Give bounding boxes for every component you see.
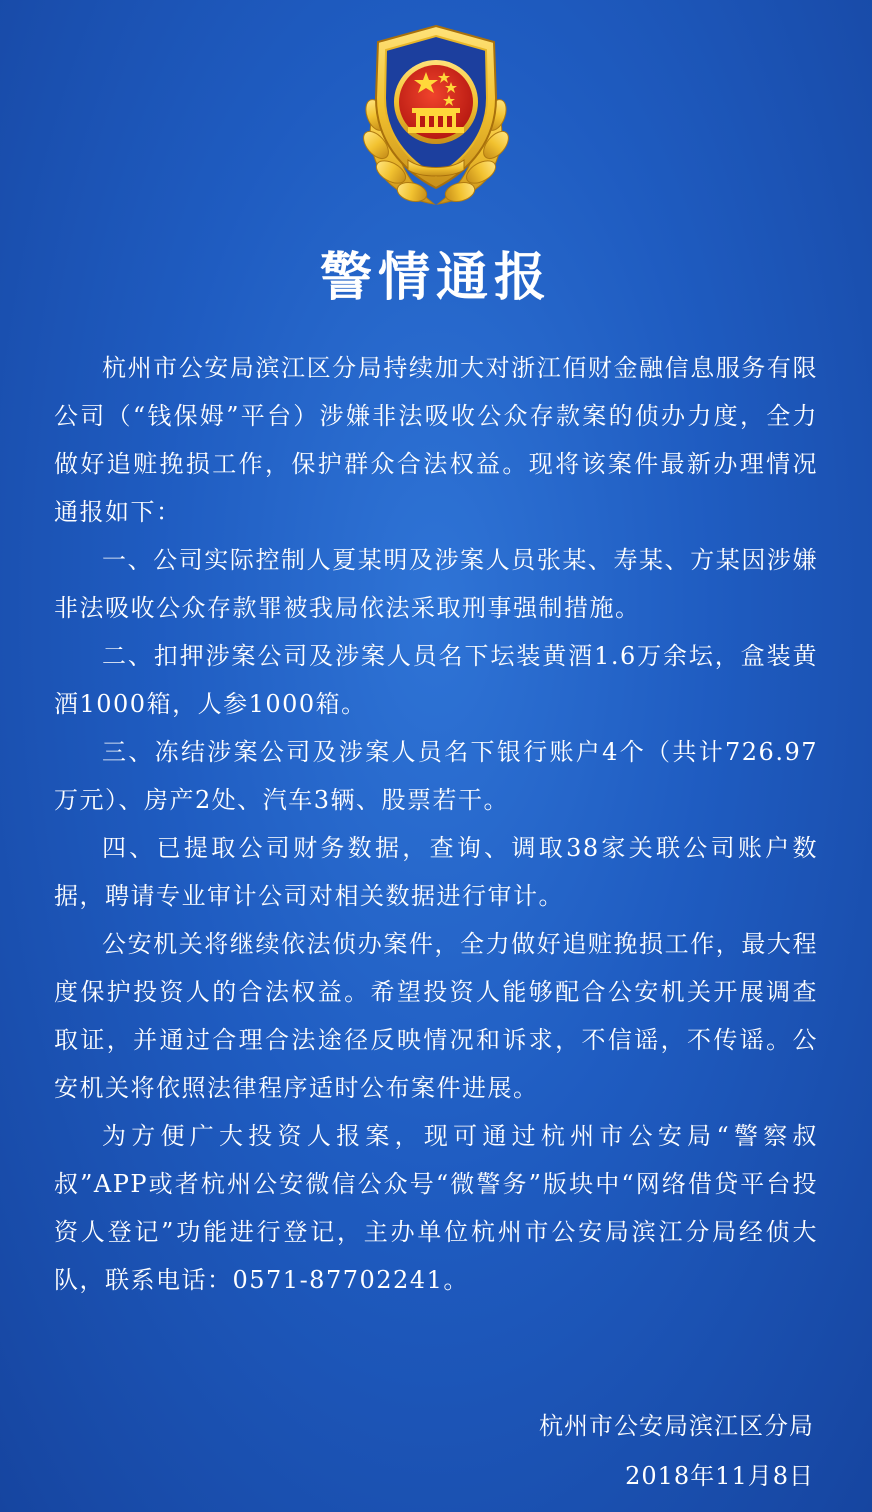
police-emblem-icon	[346, 20, 526, 210]
signature-date: 2018年11月8日	[625, 1462, 814, 1490]
item-four-paragraph: 四、已提取公司财务数据，查询、调取38家关联公司账户数据，聘请专业审计公司对相关数据进行审计。	[54, 834, 818, 910]
page-title: 警情通报	[319, 248, 552, 308]
item-one-paragraph: 一、公司实际控制人夏某明及涉案人员张某、寿某、方某因涉嫌非法吸收公众存款罪被我局依法采取刑事强制措施。	[54, 546, 818, 622]
signature-organization: 杭州市公安局滨江区分局	[539, 1412, 814, 1440]
item-three-paragraph: 三、冻结涉案公司及涉案人员名下银行账户4个（共计726.97万元）、房产2处、汽车3辆、股票若干。	[54, 738, 818, 814]
item-two-paragraph: 二、扣押涉案公司及涉案人员名下坛装黄酒1.6万余坛，盒装黄酒1000箱，人参1000箱。	[54, 642, 818, 718]
registration-paragraph: 为方便广大投资人报案，现可通过杭州市公安局“警察叔叔”APP或者杭州公安微信公众号“微警务”版块中“网络借贷平台投资人登记”功能进行登记，主办单位杭州市公安局滨江分局经侦大队，联系电话：0571-87702241。	[54, 1122, 818, 1294]
bulletin-body	[54, 344, 818, 1304]
intro-paragraph: 杭州市公安局滨江区分局持续加大对浙江佰财金融信息服务有限公司（“钱保姆”平台）涉嫌非法吸收公众存款案的侦办力度，全力做好追赃挽损工作，保护群众合法权益。现将该案件最新办理情况通报如下：	[54, 354, 818, 526]
statement-paragraph: 公安机关将继续依法侦办案件，全力做好追赃挽损工作，最大程度保护投资人的合法权益。希望投资人能够配合公安机关开展调查取证，并通过合理合法途径反映情况和诉求，不信谣，不传谣。公安机关将依照法律程序适时公布案件进展。	[54, 930, 818, 1102]
